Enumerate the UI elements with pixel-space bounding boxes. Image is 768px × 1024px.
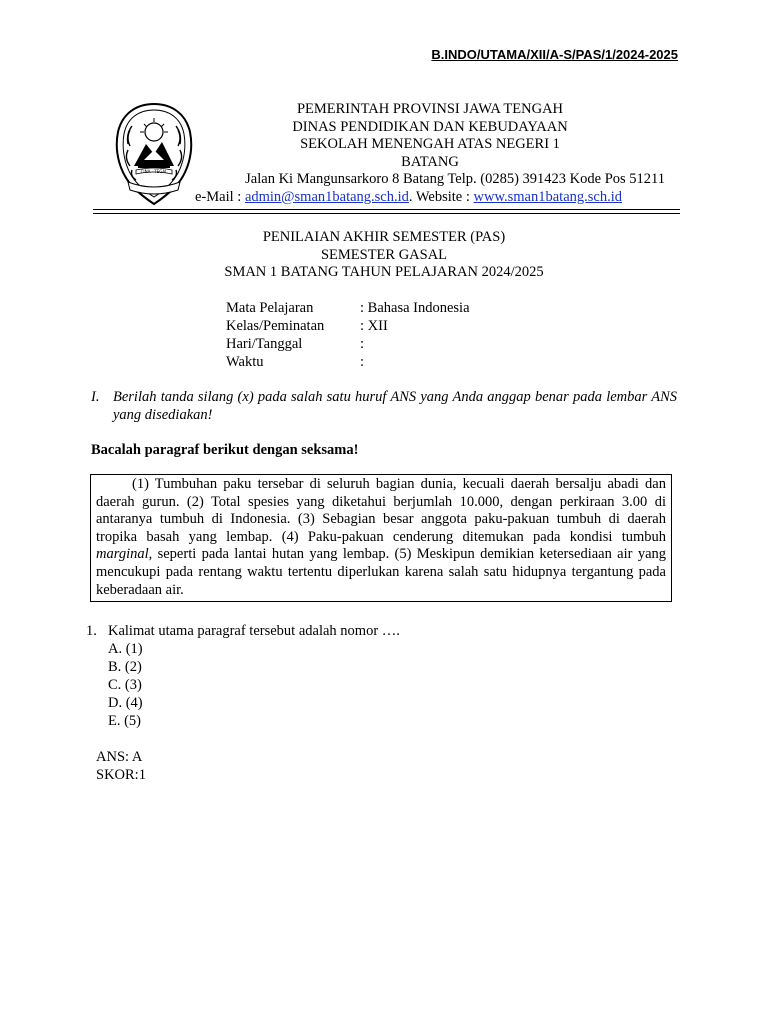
letterhead-rule-bottom — [93, 213, 680, 214]
email-label: e-Mail : — [195, 188, 245, 205]
passage-italic-term: marginal — [96, 546, 149, 563]
letterhead-line-3: SEKOLAH MENENGAH ATAS NEGERI 1 — [300, 136, 560, 152]
letterhead-line-2: DINAS PENDIDIKAN DAN KEBUDAYAAN — [292, 118, 568, 135]
answer-key — [96, 748, 146, 784]
batang-regency-logo — [108, 100, 200, 208]
logo-ribbon-text: CINA - TEGAL — [140, 169, 168, 174]
passage-text-2: , seperti pada lantai hutan yang lembap. (5) Meskipun demikian ketersediaan air yang mencukupi pada rentang waktu tertentu diperlukan karena salah satu hidupnya tergantung pada keberadaan air. — [96, 546, 666, 598]
question-number: 1. — [86, 623, 97, 639]
info-row — [226, 299, 470, 317]
info-row — [226, 335, 470, 353]
info-label: Waktu — [226, 354, 264, 370]
info-label: Kelas/Peminatan — [226, 318, 325, 334]
letterhead-address: Jalan Ki Mangunsarkoro 8 Batang Telp. (0285) 391423 Kode Pos 51211 — [245, 171, 665, 187]
score-value: SKOR:1 — [96, 767, 146, 783]
letterhead-contact — [195, 189, 665, 207]
instruction-text: Berilah tanda silang (x) pada salah satu huruf ANS yang Anda anggap benar pada lembar ANS yang disediakan! — [113, 389, 677, 423]
question-text: Kalimat utama paragraf tersebut adalah nomor …. — [108, 623, 400, 639]
passage-text-1: (1) Tumbuhan paku tersebar di seluruh bagian dunia, kecuali daerah bersalju abadi dan daerah gurun. (2) Total spesies yang diketahui berjumlah 10.000, dengan perkiraan 3.00 di antaranya tumbuh di Indonesia. (3) Sebagian besar anggota paku-pakuan tumbuh di daerah tropika basah yang lembap. (4) Paku-pakuan cenderung ditemukan pada kondisi tumbuh — [96, 476, 666, 545]
info-value: : Bahasa Indonesia — [360, 300, 470, 316]
info-value: : — [360, 336, 365, 352]
option-e[interactable]: E. (5) — [108, 713, 142, 729]
answer-options — [108, 640, 666, 730]
option-d[interactable]: D. (4) — [108, 695, 143, 711]
letterhead-rule-top — [93, 209, 680, 210]
option-c[interactable]: C. (3) — [108, 677, 142, 693]
website-link[interactable]: www.sman1batang.sch.id — [473, 188, 622, 205]
info-value: : — [360, 354, 365, 370]
document-code: B.INDO/UTAMA/XII/A-S/PAS/1/2024-2025 — [431, 47, 678, 62]
exam-title-line-3: SMAN 1 BATANG TAHUN PELAJARAN 2024/2025 — [224, 264, 544, 280]
passage-heading: Bacalah paragraf berikut dengan seksama! — [91, 442, 359, 458]
answer-value: ANS: A — [96, 749, 143, 765]
email-link[interactable]: admin@sman1batang.sch.id — [244, 188, 409, 205]
website-label: . Website : — [408, 188, 474, 205]
exam-info — [226, 299, 470, 371]
reading-passage — [90, 474, 672, 602]
exam-title — [0, 229, 768, 282]
exam-title-line-2: SEMESTER GASAL — [320, 246, 448, 263]
exam-title-line-1: PENILAIAN AKHIR SEMESTER (PAS) — [262, 229, 506, 245]
option-b[interactable]: B. (2) — [108, 659, 142, 675]
info-label: Mata Pelajaran — [226, 300, 314, 316]
letterhead — [195, 101, 665, 206]
question-1 — [86, 622, 666, 730]
info-value: : XII — [360, 318, 388, 334]
question-stem — [86, 622, 666, 640]
instruction-number: I. — [91, 389, 100, 405]
instruction — [91, 388, 677, 424]
info-row — [226, 317, 470, 335]
info-row — [226, 353, 470, 371]
letterhead-line-4: BATANG — [401, 153, 459, 170]
info-label: Hari/Tanggal — [226, 336, 303, 352]
option-a[interactable]: A. (1) — [108, 641, 143, 657]
letterhead-line-1: PEMERINTAH PROVINSI JAWA TENGAH — [296, 101, 564, 117]
